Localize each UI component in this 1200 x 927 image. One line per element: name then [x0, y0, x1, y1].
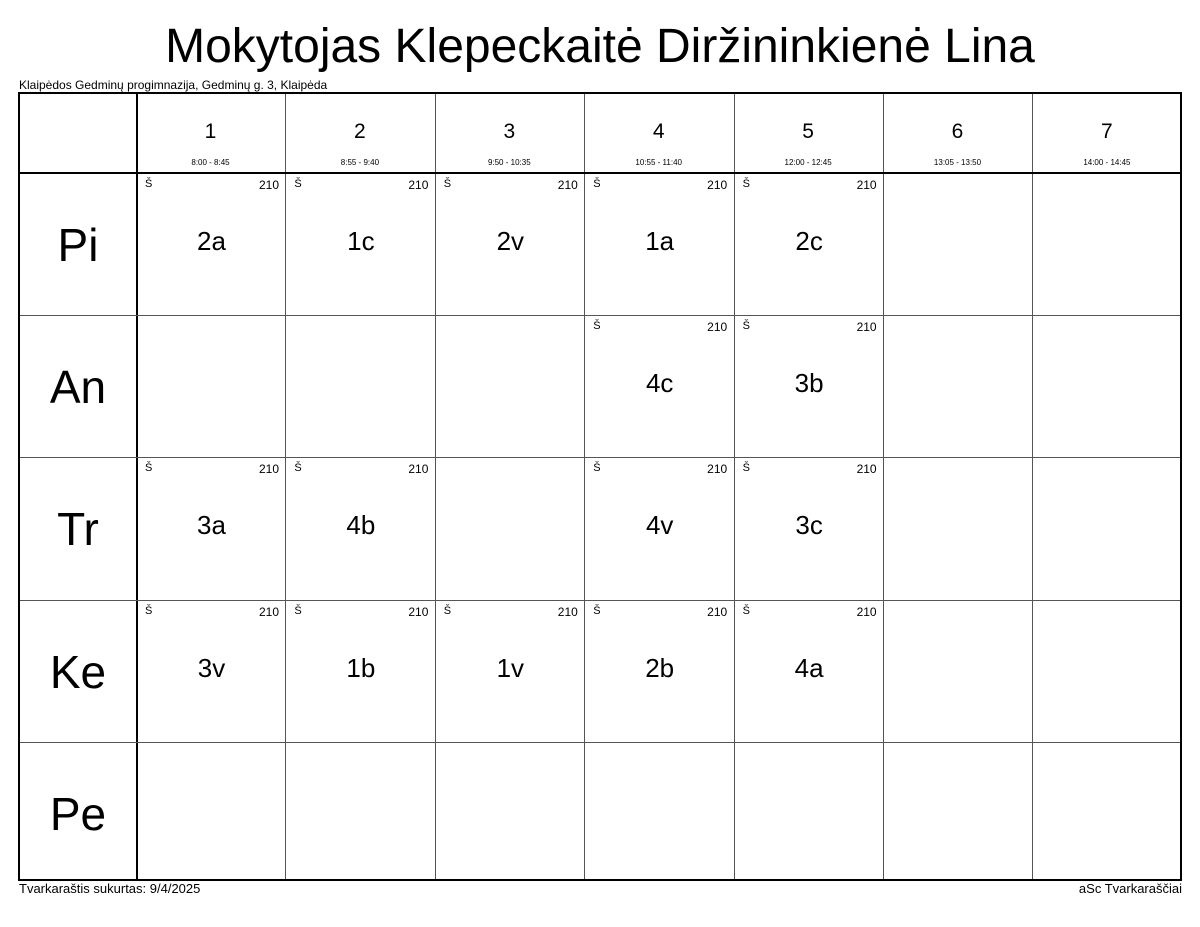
lesson-card[interactable]	[735, 315, 884, 457]
period-number: 7	[1101, 120, 1113, 143]
page-title: Mokytojas Klepeckaitė Diržininkienė Lina	[165, 20, 1035, 73]
lesson-card[interactable]	[286, 457, 435, 599]
lesson-subject: Š	[294, 604, 302, 617]
lesson-room: 210	[408, 178, 429, 192]
lesson-class: 4b	[346, 510, 376, 541]
lesson-room: 210	[707, 462, 728, 477]
lesson-room: 210	[707, 320, 728, 335]
lesson-card[interactable]	[585, 600, 734, 742]
day-label: Pe	[49, 787, 107, 840]
timetable-grid	[18, 92, 1182, 881]
lesson-subject: Š	[593, 178, 601, 190]
lesson-class: 2v	[496, 226, 525, 256]
day-label: Ke	[49, 645, 107, 698]
lesson-card[interactable]	[585, 457, 734, 599]
lesson-card[interactable]	[735, 173, 884, 315]
period-time: 12:00 - 12:45	[784, 158, 832, 167]
period-header	[435, 94, 584, 173]
lesson-subject: Š	[742, 178, 750, 190]
lesson-room: 210	[258, 462, 279, 477]
lesson-room: 210	[258, 178, 279, 192]
lesson-subject: Š	[145, 462, 153, 475]
lesson-class: 4c	[645, 368, 674, 399]
lesson-card[interactable]	[436, 600, 585, 742]
lesson-room: 210	[258, 604, 279, 619]
period-number: 6	[951, 120, 964, 143]
lesson-card[interactable]	[585, 173, 734, 315]
lesson-class: 2b	[645, 652, 675, 683]
lesson-class: 1b	[346, 652, 376, 683]
lesson-card[interactable]	[735, 457, 884, 599]
lesson-subject: Š	[593, 320, 601, 333]
period-time: 8:55 - 9:40	[340, 158, 380, 167]
day-label: An	[49, 361, 107, 414]
lesson-class: 2c	[795, 226, 823, 256]
created-date: Tvarkaraštis sukurtas: 9/4/2025	[19, 881, 201, 896]
period-number: 4	[652, 120, 665, 143]
lesson-card[interactable]	[735, 600, 884, 742]
lesson-subject: Š	[443, 178, 452, 190]
software-name: aSc Tvarkaraščiai	[1078, 881, 1182, 896]
lesson-subject: Š	[742, 604, 750, 617]
period-number: 5	[802, 120, 814, 143]
lesson-room: 210	[408, 604, 429, 619]
period-time: 10:55 - 11:40	[635, 158, 682, 167]
lesson-class: 3c	[795, 510, 823, 541]
lesson-room: 210	[707, 604, 728, 619]
lesson-class: 1c	[347, 226, 375, 256]
period-header	[584, 94, 733, 173]
lesson-card[interactable]	[137, 457, 286, 599]
lesson-card[interactable]	[137, 600, 286, 742]
lesson-room: 210	[856, 462, 877, 477]
lesson-room: 210	[856, 320, 877, 335]
period-number: 2	[354, 120, 366, 143]
period-header	[1032, 94, 1181, 173]
period-time: 9:50 - 10:35	[487, 158, 531, 167]
lesson-room: 210	[856, 604, 877, 619]
period-header	[285, 94, 434, 173]
lesson-room: 210	[557, 178, 578, 192]
period-time: 13:05 - 13:50	[933, 158, 982, 167]
lesson-room: 210	[856, 178, 877, 192]
lesson-class: 1a	[645, 226, 675, 256]
period-time: 14:00 - 14:45	[1083, 158, 1131, 167]
period-header	[136, 94, 285, 173]
day-label: Tr	[57, 503, 99, 556]
period-time: 8:00 - 8:45	[191, 158, 230, 167]
period-number: 1	[204, 120, 217, 143]
lesson-card[interactable]	[286, 600, 435, 742]
lesson-subject: Š	[593, 462, 601, 475]
lesson-subject: Š	[742, 462, 750, 475]
period-number: 3	[503, 120, 516, 143]
lesson-room: 210	[408, 462, 429, 477]
lesson-room: 210	[557, 604, 578, 619]
lesson-subject: Š	[443, 604, 452, 617]
lesson-subject: Š	[294, 178, 302, 190]
period-column-divider	[1032, 94, 1033, 879]
lesson-class: 3a	[197, 510, 226, 541]
period-header	[734, 94, 883, 173]
day-row-divider	[20, 742, 1180, 743]
lesson-subject: Š	[742, 320, 750, 333]
lesson-subject: Š	[294, 462, 302, 475]
period-header	[883, 94, 1032, 173]
lesson-card[interactable]	[286, 173, 435, 315]
lesson-card[interactable]	[585, 315, 734, 457]
lesson-class: 3b	[794, 368, 824, 399]
lesson-class: 2a	[197, 226, 226, 256]
lesson-subject: Š	[593, 604, 601, 617]
lesson-class: 3v	[197, 652, 226, 683]
lesson-class: 4v	[645, 510, 674, 541]
lesson-room: 210	[707, 178, 728, 192]
lesson-subject: Š	[145, 604, 153, 617]
lesson-subject: Š	[145, 178, 153, 190]
school-address: Klaipėdos Gedminų progimnazija, Gedminų g. 3, Klaipėda	[19, 78, 328, 92]
lesson-class: 1v	[496, 652, 525, 683]
lesson-card[interactable]	[137, 173, 286, 315]
day-label: Pi	[57, 219, 99, 271]
lesson-class: 4a	[794, 652, 824, 683]
lesson-card[interactable]	[436, 173, 585, 315]
